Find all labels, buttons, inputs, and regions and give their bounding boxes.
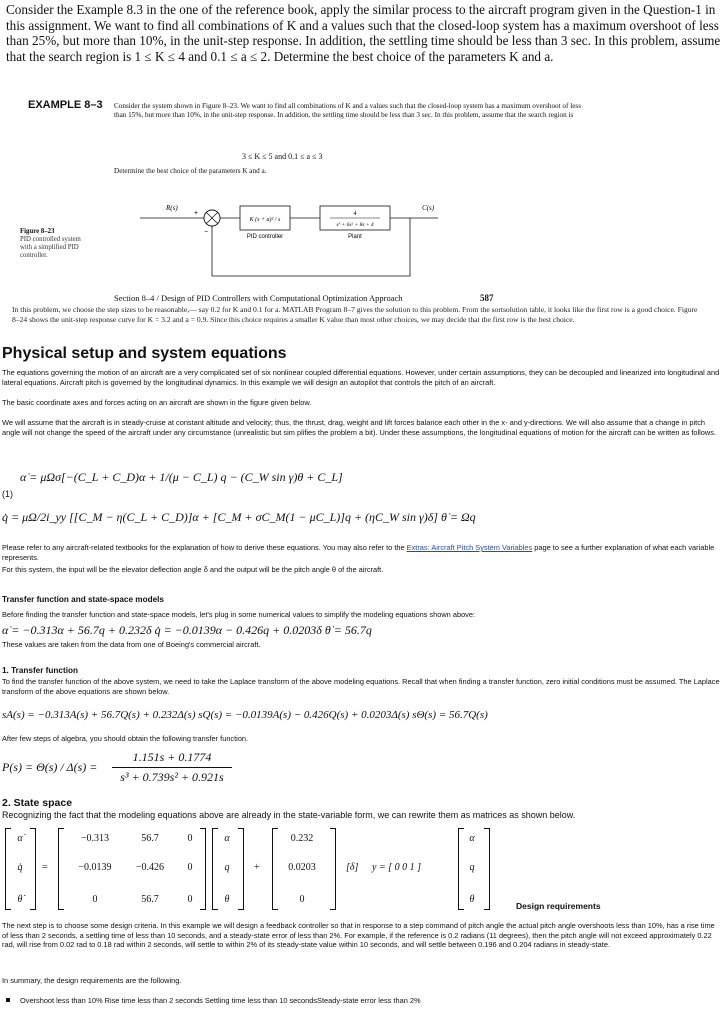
paragraph-refer [2,543,722,562]
b-2: 0.0203 [288,862,316,873]
requirements-bullet [2,996,722,1006]
svg-text:+: + [194,210,199,217]
figure-caption-text: PID controlled system with a simplified PID controller. [20,236,81,259]
a-31: 0 [92,894,98,905]
figure-label: Figure 8–23 [20,228,55,235]
controller-label: PID controller [246,234,284,240]
x-1: α [224,833,230,844]
svg-text:−: − [204,229,209,236]
paragraph-design-criteria: The next step is to choose some design criteria. In this example we will design a feedback controller so that in response to a step command of pitch angle the actual pitch angle overshoots less than 10%, has a rise time of less than 2 seconds, a settling time of less than 10 seconds, and a steady-state error of less than 2%. For example, if the reference is 0.2 radians (11 degrees), then the pitch angle will not exceed approximately 0.22 rad, will rise from 0.02 rad to 0.18 rad within 2 seconds, will settle to within 2% of its steady-state value within 10 seconds, and will settle between 0.196 and 0.204 radians in steady-state. [2,921,715,950]
paragraph-intro: The equations governing the motion of an aircraft are a very complicated set of six nonlinear coupled differential equations. However, under certain assumptions, they can be decoupled and linearized into longitudinal and lateral equations. Aircraft pitch is governed by the longitudinal dynamics. In this example we will design an autopilot that controls the pitch of an aircraft. [2,368,720,387]
a-21: −0.0139 [78,862,112,873]
a-22: −0.426 [135,862,165,873]
example-body-text: In this problem, we choose the step sizes to be reasonable,— say 0.2 for K and 0.1 for a. MATLAB Program 8–7 gives the solution to this problem. From the sortsolution table, it looks like the first row is a good choice. Figure 8–24 shows the unit-step response curve for K = 3.2 and a = 0.9. Since this choice requires a smaller K value than most other choices, we may decide that the first row is the best choice. [12,305,698,324]
plant-label: Plant [348,234,362,240]
xdot-3: θ̇ [17,894,23,905]
y-x-1: α [469,833,475,844]
feedback-path [212,218,410,276]
example-determine: Determine the best choice of the parameters K and a. [114,167,267,175]
input-label: R(s) [166,204,178,212]
paragraph-state-form: Recognizing the fact that the modeling equations above are already in the state-variable form, we can rewrite them as matrices as shown below. [2,810,576,820]
example-footer: Section 8–4 / Design of PID Controllers with Computational Optimization Approach [114,293,403,303]
bullet-marker [6,998,10,1002]
requirements-text: Overshoot less than 10% Rise time less than 2 seconds Settling time less than 10 secondsSteady-state error less than 2% [20,996,421,1005]
equation-numeric: α̇ = −0.313α + 56.7q + 0.232δ q̇ = −0.0139α − 0.426q + 0.0203δ θ̇ = 56.7q [2,623,372,637]
section-title: Physical setup and system equations [2,345,287,362]
example-text: Consider the system shown in Figure 8–23. We want to find all combinations of K and a values such that the closed-loop system has a maximum overshoot of less than 15%, but more than 10%, in the unit-step response. In addition, the settling time should be less than 3 sec. In this problem, assume that the search region is [114,102,582,119]
xdot-1: α̇ [17,833,23,844]
a-13: 0 [187,833,193,844]
heading-state-space: 2. State space [2,797,73,809]
paragraph-laplace: To find the transfer function of the above system, we need to take the Laplace transform of the above modeling equations. Recall that when finding a transfer function, zero initial conditions must be assumed. The Laplace transform of the above equations are shown below. [2,677,720,696]
heading-tf-ss: Transfer function and state-space models [2,595,164,604]
design-requirements-heading: Design requirements [516,901,601,911]
output-equation: y = [ 0 0 1 ] [372,862,421,873]
equation-number: (1) [2,489,13,499]
a-23: 0 [187,862,193,873]
extras-link[interactable]: Extras: Aircraft Pitch System Variables [406,543,533,552]
b-3: 0 [299,894,305,905]
x-2: q [224,862,230,873]
x-3: θ [224,894,230,905]
plant-denominator: s³ + 6s² + 8s + 4 [336,222,374,228]
a-32: 56.7 [141,894,159,905]
a-11: −0.313 [80,833,110,844]
figure-caption [20,228,90,260]
paragraph-boeing: These values are taken from the data from one of Boeing's commercial aircraft. [2,640,261,649]
tf-numerator: 1.151s + 0.1774 [132,750,212,764]
tf-lhs: P(s) = Θ(s) / Δ(s) = [2,760,98,774]
heading-transfer-function: 1. Transfer function [2,666,78,675]
assignment-question [6,2,722,64]
xdot-2: q̇ [17,862,23,873]
equation-alpha-dot: α̇ = μΩσ[−(C_L + C_D)α + 1/(μ − C_L) q − (C_W sin γ)θ + C_L] [20,470,343,484]
controller-tf: K (s + a)² / s [249,217,281,223]
refer-text-pre: Please refer to any aircraft-related textbooks for the explanation of how to derive these equations. You may also refer to the [2,543,407,552]
paragraph-coordinates: The basic coordinate axes and forces acting on an aircraft are shown in the figure given below. [2,398,312,407]
example-page-number: 587 [480,293,494,303]
example-search-range: 3 ≤ K ≤ 5 and 0.1 ≤ a ≤ 3 [242,152,323,161]
tf-denominator: s³ + 0.739s² + 0.921s [120,770,224,784]
equation-q-dot: q̇ = μΩ/2i_yy [[C_M − η(C_L + C_D)]α + [C_M + σC_M(1 − μC_L)]q + (ηC_W sin γ)δ] θ̇ = Ωq [2,510,476,524]
refer-text-post: page to see a further explanation of what each variable represents. [2,543,715,562]
paragraph-summary: In summary, the design requirements are the following. [2,976,182,985]
a-12: 56.7 [141,833,159,844]
paragraph-algebra: After few steps of algebra, you should obtain the following transfer function. [2,734,249,743]
paragraph-input-output: For this system, the input will be the elevator deflection angle δ and the output will be the pitch angle θ of the aircraft. [2,565,384,574]
y-x-3: θ [469,894,475,905]
paragraph-assumptions: We will assume that the aircraft is in steady-cruise at constant altitude and velocity; thus, the thrust, drag, weight and lift forces balance each other in the x- and y-directions. We will also assume that a change in pitch angle will not change the speed of the aircraft under any circumstance (unrealistic but sim plifies the problem a bit). Under these assumptions, the longitudinal equations of motion for the aircraft can be written as follows. [2,418,716,437]
b-1: 0.232 [290,833,314,844]
equation-laplace: sA(s) = −0.313A(s) + 56.7Q(s) + 0.232Δ(s) sQ(s) = −0.0139A(s) − 0.426Q(s) + 0.0203Δ(s) sΘ(s) = 56.7Q(s) [2,709,488,721]
y-x-2: q [469,862,475,873]
block-diagram [140,198,440,288]
a-33: 0 [187,894,193,905]
example-heading: EXAMPLE 8–3 [28,99,103,111]
example-excerpt [10,100,700,348]
output-label: C(s) [422,204,435,212]
paragraph-plug-values: Before finding the transfer function and state-space models, let's plug in some numerical values to simplify the modeling equations shown above: [2,610,476,619]
tf-fraction-bar [112,767,232,768]
input-delta: [δ] [346,862,359,873]
question-text: Consider the Example 8.3 in the one of the reference book, apply the similar process to the aircraft program given in the Question-1 in this assignment. We want to find all combinations of K and a values such that the closed-loop system has a maximum overshoot of less than 25%, but more than 10%, in the unit-step response. In addition, the settling time should be less than 3 sec. In this problem, assume that the search region is 1 ≤ K ≤ 4 and 0.1 ≤ a ≤ 2. Determine the best choice of the parameters K and a. [6,2,721,64]
plant-numerator: 4 [353,211,357,217]
